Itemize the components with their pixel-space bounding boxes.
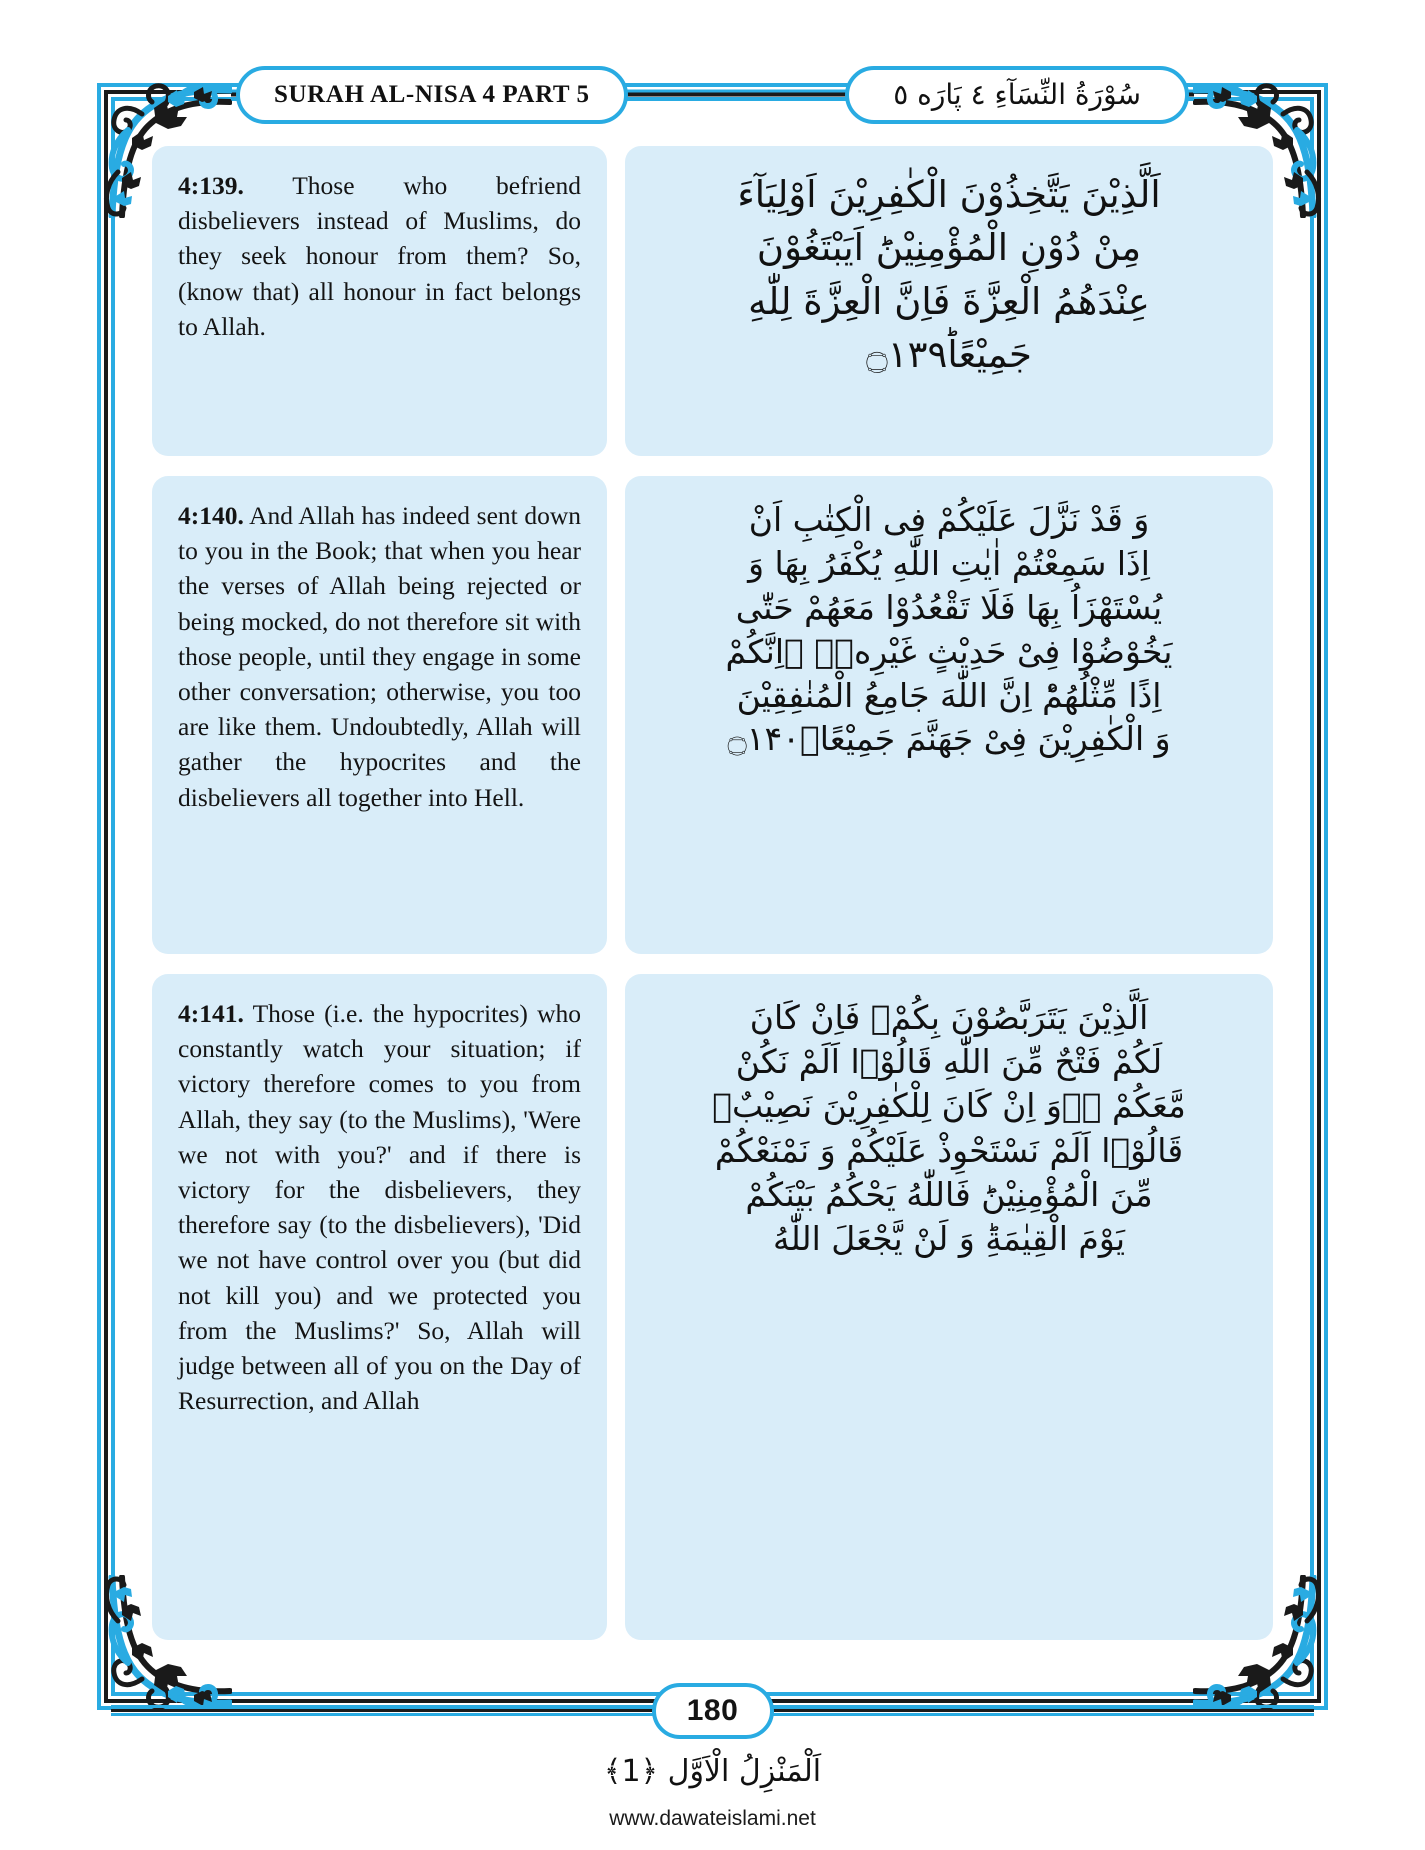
arabic-line: لَكُمْ فَتْحٌ مِّنَ اللّٰهِ قَالُوْۤا اَلَمْ نَكُنْ: [735, 1042, 1163, 1082]
surah-title-arabic: سُوْرَةُ النِّسَآءِ ٤ پَارَه ٥: [893, 78, 1141, 111]
verse-row: [152, 146, 1273, 456]
arabic-line-with-verse-marker: جَمِیْعًاؕ۝۱۳۹: [866, 332, 1032, 376]
verse-row: [152, 476, 1273, 954]
arabic-line: یُسْتَهْزَاُ بِهَا فَلَا تَقْعُدُوْا مَعَهُمْ حَتّٰى: [735, 587, 1163, 627]
translation-text: [178, 168, 581, 344]
arabic-text: [651, 996, 1247, 1261]
translation-pane: [152, 974, 607, 1640]
arabic-pane: [625, 974, 1273, 1640]
verse-list: [152, 146, 1273, 1640]
arabic-text: [651, 498, 1247, 761]
translation-pane: [152, 476, 607, 954]
surah-title-badge-english: [236, 66, 628, 124]
arabic-pane: [625, 146, 1273, 456]
verse-reference: 4:141.: [178, 999, 244, 1028]
surah-title-english: SURAH AL-NISA 4 PART 5: [274, 81, 590, 108]
translation-body: And Allah has indeed sent down to you in the Book; that when you hear the verses of Allah being rejected or being mocked, do not therefore sit with those people, until they engage in some other conversation; otherwise, you too are like them. Undoubtedly, Allah will gather the hypocrites and the disbelievers all together into Hell.: [178, 501, 581, 812]
translation-text: [178, 498, 581, 815]
page-number-badge: [652, 1683, 774, 1739]
arabic-line: اَلَّذِیْنَ یَتَّخِذُوْنَ الْكٰفِرِیْنَ اَوْلِیَآءَ: [737, 173, 1161, 216]
translation-body: Those who befriend disbelievers instead of Muslims, do they seek honour from them? So, (know that) all honour in fact belongs to Allah.: [178, 171, 581, 341]
arabic-line: عِنْدَهُمُ الْعِزَّةَ فَاِنَّ الْعِزَّةَ لِلّٰهِ: [748, 279, 1150, 323]
page-header: [111, 62, 1314, 128]
arabic-line: اَلَّذِیْنَ یَتَرَبَّصُوْنَ بِكُمْۚ فَاِنْ كَانَ: [749, 998, 1149, 1037]
arabic-line: اِذَا سَمِعْتُمْ اٰیٰتِ اللّٰهِ یُكْفَرُ بِهَا وَ: [748, 543, 1150, 583]
arabic-line: مَّعَكُمْ ۖؗوَ اِنْ كَانَ لِلْكٰفِرِیْنَ نَصِیْبٌۙ: [712, 1086, 1186, 1126]
arabic-line: قَالُوْۤا اَلَمْ نَسْتَحْوِذْ عَلَیْكُمْ وَ نَمْنَعْكُمْ: [714, 1130, 1184, 1170]
translation-pane: [152, 146, 607, 456]
arabic-line: وَ قَدْ نَزَّلَ عَلَیْكُمْ فِی الْكِتٰبِ اَنْ: [748, 500, 1150, 539]
site-url: www.dawateislami.net: [609, 1807, 816, 1830]
verse-row: [152, 974, 1273, 1640]
arabic-line: مِنْ دُوْنِ الْمُؤْمِنِیْنَؕ اَیَبْتَغُوْنَ: [756, 226, 1142, 270]
verse-reference: 4:140.: [178, 501, 244, 530]
arabic-line: مِّنَ الْمُؤْمِنِیْنَؕ فَاللّٰهُ یَحْكُمُ بَیْنَكُمْ: [745, 1174, 1153, 1214]
translation-body: Those (i.e. the hypocrites) who constantly watch your situation; if victory therefore comes to you from Allah, they say (to the Muslims), 'Were we not with you?' and if there is victory for the disbelievers, they therefore say (to the disbelievers), 'Did we not have control over you (but did not kill you) and we protected you from the Muslims?' So, Allah will judge between all of you on the Day of Resurrection, and Allah: [178, 999, 581, 1416]
arabic-pane: [625, 476, 1273, 954]
arabic-line-with-verse-marker: وَ الْكٰفِرِیْنَ فِیْ جَهَنَّمَ جَمِیْعًاۙ۝۱۴۰: [727, 719, 1171, 759]
arabic-line: اِذًا مِّثْلُهُمْؕ اِنَّ اللّٰهَ جَامِعُ الْمُنٰفِقِیْنَ: [736, 675, 1162, 715]
arabic-line: یَخُوْضُوْا فِیْ حَدِیْثٍ غَیْرِهٖۤ ؗاِنَّكُمْ: [725, 631, 1173, 671]
arabic-text: [651, 168, 1247, 381]
arabic-line: یَوْمَ الْقِیٰمَةِؕ وَ لَنْ یَّجْعَلَ اللّٰهُ: [772, 1219, 1126, 1259]
page-footer: [0, 1635, 1425, 1850]
manzil-label: اَلْمَنْزِلُ الْاَوَّل ﴿1﴾: [603, 1754, 822, 1789]
surah-title-badge-arabic: [845, 66, 1189, 124]
verse-reference: 4:139.: [178, 171, 244, 200]
page-number: 180: [686, 1694, 739, 1727]
translation-text: [178, 996, 581, 1418]
